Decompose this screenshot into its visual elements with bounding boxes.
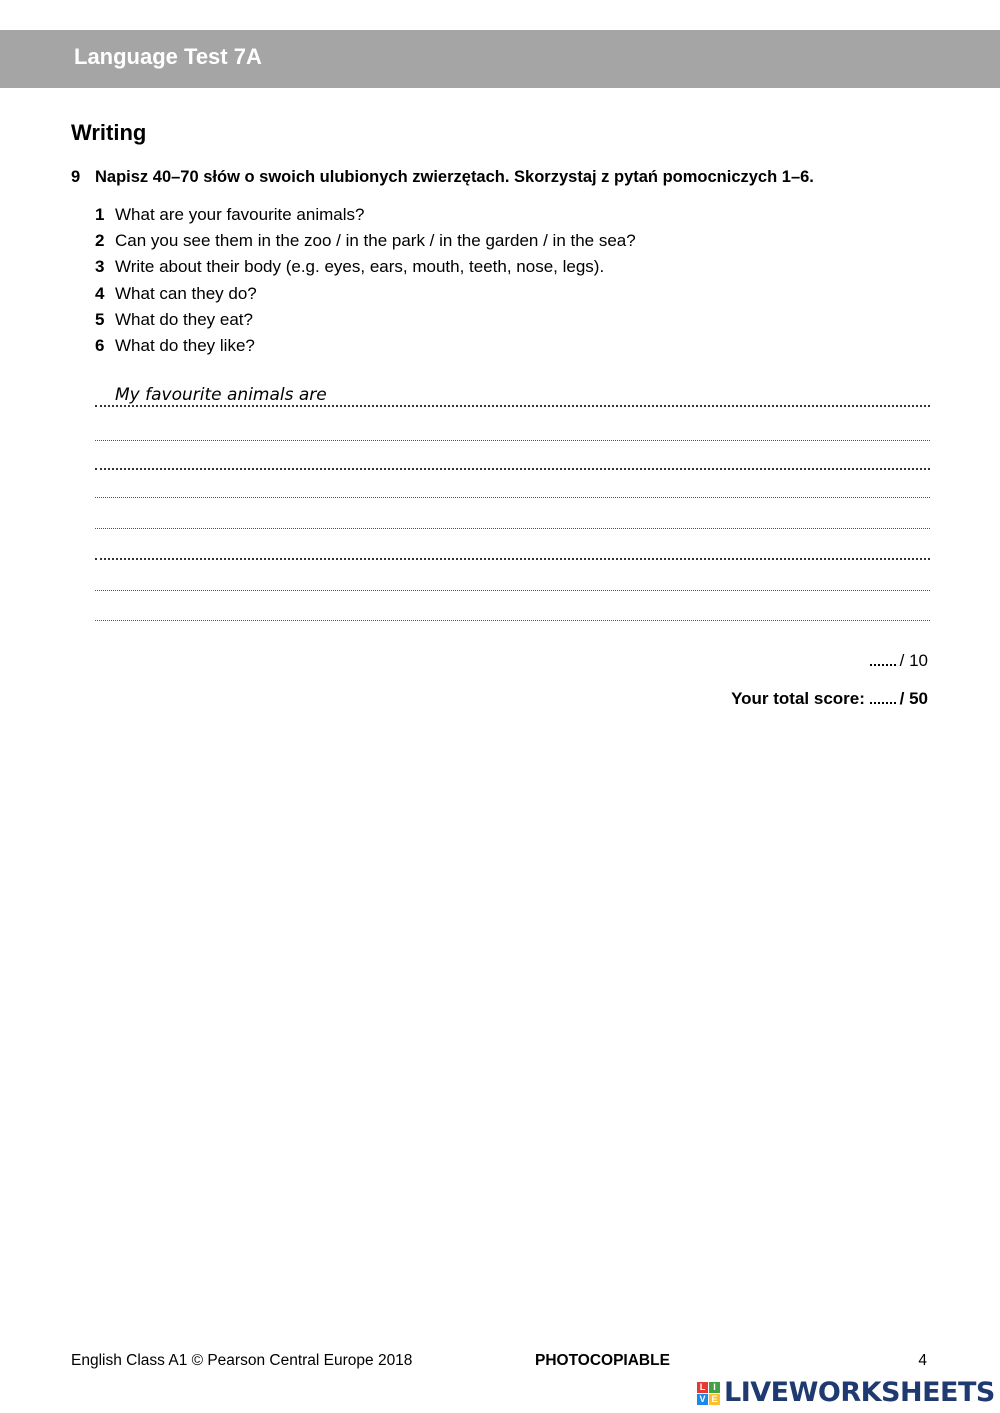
question-text: What do they eat?: [115, 309, 253, 329]
question-text: What are your favourite animals?: [115, 205, 365, 224]
question-text: Write about their body (e.g. eyes, ears, mouth, teeth, nose, legs).: [115, 257, 605, 277]
question-text: What do they like?: [115, 336, 255, 356]
task-score-blank[interactable]: [870, 664, 896, 666]
writing-line[interactable]: [95, 468, 930, 470]
liveworksheets-wordmark: LIVEWORKSHEETS: [724, 1377, 995, 1408]
total-score-blank[interactable]: [870, 702, 896, 704]
writing-line[interactable]: [95, 620, 930, 621]
writing-line[interactable]: [95, 405, 930, 407]
task-number: 9: [71, 168, 81, 186]
writing-line[interactable]: [95, 528, 930, 529]
task-instruction: [71, 166, 814, 188]
total-score: [731, 688, 928, 710]
liveworksheets-logo[interactable]: [697, 1378, 995, 1408]
total-score-max: / 50: [899, 689, 928, 708]
question-item: [95, 333, 636, 359]
guide-questions: [95, 202, 636, 359]
question-number: 5: [95, 309, 105, 329]
logo-letter: E: [709, 1394, 720, 1405]
question-number: 4: [95, 283, 105, 303]
writing-line[interactable]: [95, 558, 930, 560]
question-item: [95, 254, 636, 280]
task-score-max: / 10: [899, 651, 928, 670]
liveworksheets-icon: [697, 1382, 720, 1405]
page-title: Language Test 7A: [74, 44, 262, 69]
page-number: 4: [918, 1352, 927, 1369]
section-title: Writing: [71, 120, 147, 145]
logo-letter: L: [697, 1382, 708, 1393]
question-text: What can they do?: [115, 283, 257, 303]
logo-letter: V: [697, 1394, 708, 1405]
question-item: [95, 228, 636, 254]
writing-line[interactable]: [95, 590, 930, 591]
logo-letter: I: [709, 1382, 720, 1393]
task-score: [870, 650, 928, 672]
question-item: [95, 307, 636, 333]
footer-photocopiable: PHOTOCOPIABLE: [535, 1352, 670, 1369]
question-number: 2: [95, 231, 105, 251]
question-number: 6: [95, 336, 105, 356]
total-score-label: Your total score:: [731, 689, 865, 708]
question-number: 3: [95, 257, 105, 277]
answer-starter-text: My favourite animals are: [115, 385, 327, 405]
question-text: Can you see them in the zoo / in the park / in the garden / in the sea?: [115, 231, 636, 251]
writing-line[interactable]: [95, 440, 930, 441]
question-number: 1: [95, 205, 105, 224]
task-text: Napisz 40–70 słów o swoich ulubionych zwierzętach. Skorzystaj z pytań pomocniczych 1–6.: [95, 168, 814, 186]
writing-line[interactable]: [95, 497, 930, 498]
question-item: [95, 202, 636, 228]
question-item: [95, 281, 636, 307]
footer-copyright: English Class A1 © Pearson Central Europe 2018: [71, 1352, 413, 1369]
